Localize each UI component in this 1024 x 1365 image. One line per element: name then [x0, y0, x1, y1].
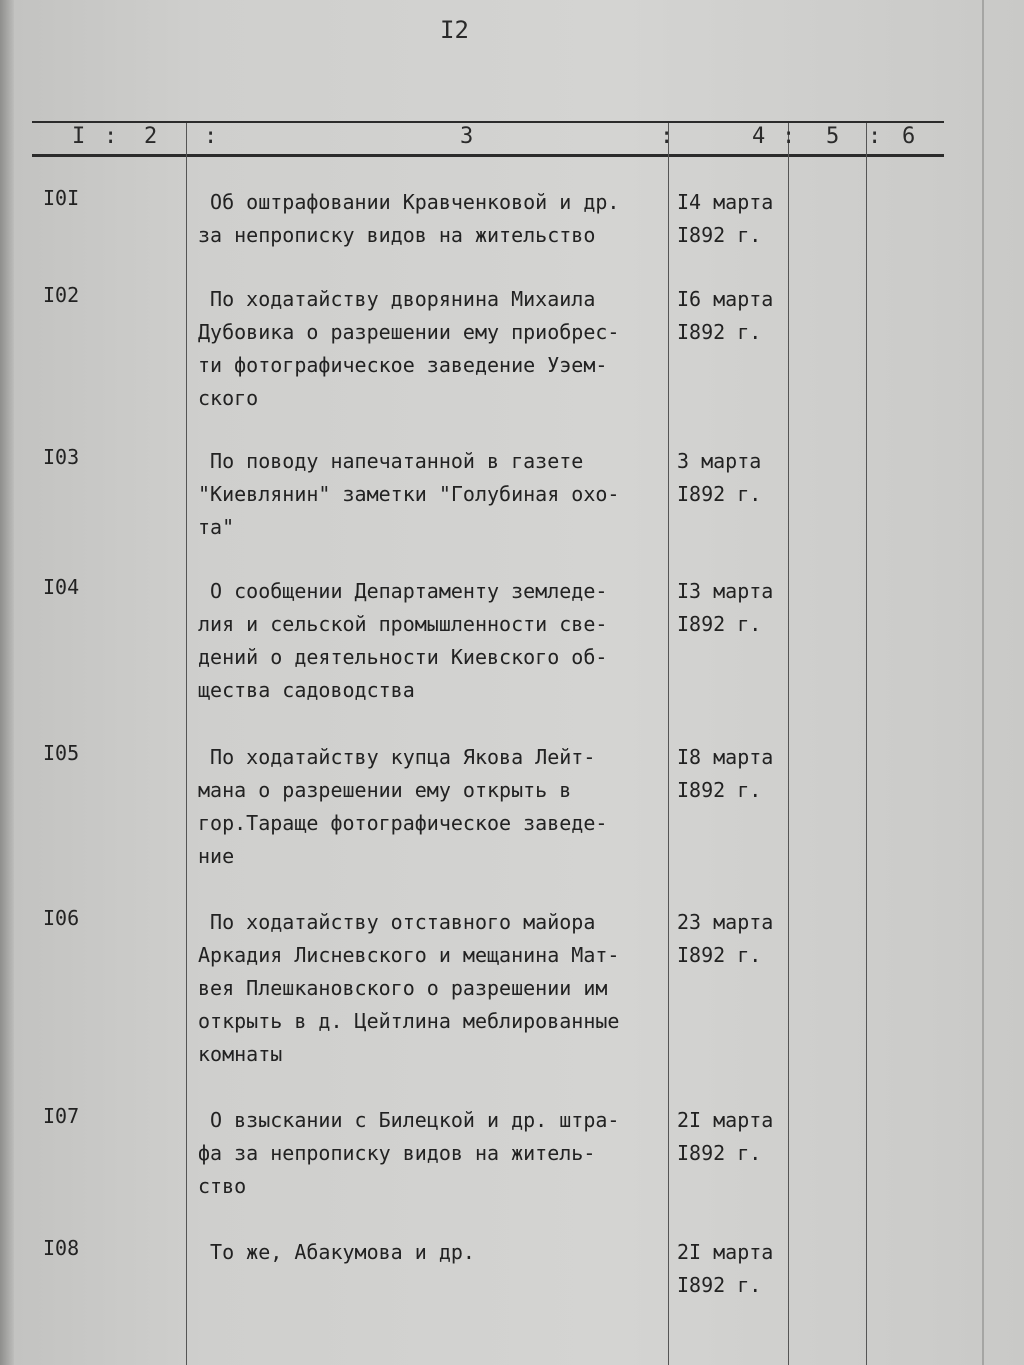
row-number: I03 [43, 445, 80, 469]
column-divider [866, 123, 867, 1365]
column-separator: : [868, 124, 882, 149]
column-header-4: 4 [752, 124, 766, 149]
page-right-edge [982, 0, 984, 1365]
column-header-3: 3 [460, 124, 474, 149]
header-rule-bottom [32, 154, 944, 157]
row-title: Об оштрафовании Кравченковой и др. за непрописку видов на жительство [198, 190, 620, 247]
column-header-6: 6 [902, 124, 916, 149]
row-date: I3 марта I892 г. [677, 579, 774, 636]
row-title: По ходатайству дворянина Михаила Дубовика о разрешении ему приобрес- ти фотографическое заведение Уэем- ского [198, 287, 620, 410]
row-title: О сообщении Департаменту земледе- лия и сельской промышленности све- дений о деятельности Киевского об- щества садоводства [198, 579, 608, 702]
column-header-1: I [72, 124, 86, 149]
column-separator: : [104, 124, 118, 149]
row-date: I6 марта I892 г. [677, 287, 774, 344]
page-number: I2 [440, 16, 469, 44]
row-number: I05 [43, 741, 80, 765]
row-number: I02 [43, 283, 80, 307]
page-left-edge [0, 0, 14, 1365]
column-header-5: 5 [826, 124, 840, 149]
header-rule-top [32, 121, 944, 123]
column-divider [186, 123, 187, 1365]
row-date: 2I марта I892 г. [677, 1108, 774, 1165]
column-separator: : [204, 124, 218, 149]
column-header-2: 2 [144, 124, 158, 149]
row-title: По ходатайству купца Якова Лейт- мана о разрешении ему открыть в гор.Тараще фотографическое заведе- ние [198, 745, 608, 868]
row-date: 2I марта I892 г. [677, 1240, 774, 1297]
row-date: I8 марта I892 г. [677, 745, 774, 802]
column-separator: : [782, 124, 796, 149]
row-date: 3 марта I892 г. [677, 449, 762, 506]
row-number: I07 [43, 1104, 80, 1128]
row-number: I0I [43, 186, 80, 210]
row-number: I08 [43, 1236, 80, 1260]
row-title: По ходатайству отставного майора Аркадия Лисневского и мещанина Мат- вея Плешкановского о разрешении им открыть в д. Цейтлина меблированные комнаты [198, 910, 620, 1066]
row-title: То же, Абакумова и др. [198, 1240, 475, 1264]
column-separator: : [660, 124, 674, 149]
row-title: О взыскании с Билецкой и др. штра- фа за непрописку видов на житель- ство [198, 1108, 620, 1198]
column-divider [788, 123, 789, 1365]
row-date: I4 марта I892 г. [677, 190, 774, 247]
row-title: По поводу напечатанной в газете "Киевлянин" заметки "Голубиная охо- та" [198, 449, 620, 539]
row-number: I06 [43, 906, 80, 930]
row-date: 23 марта I892 г. [677, 910, 774, 967]
row-number: I04 [43, 575, 80, 599]
